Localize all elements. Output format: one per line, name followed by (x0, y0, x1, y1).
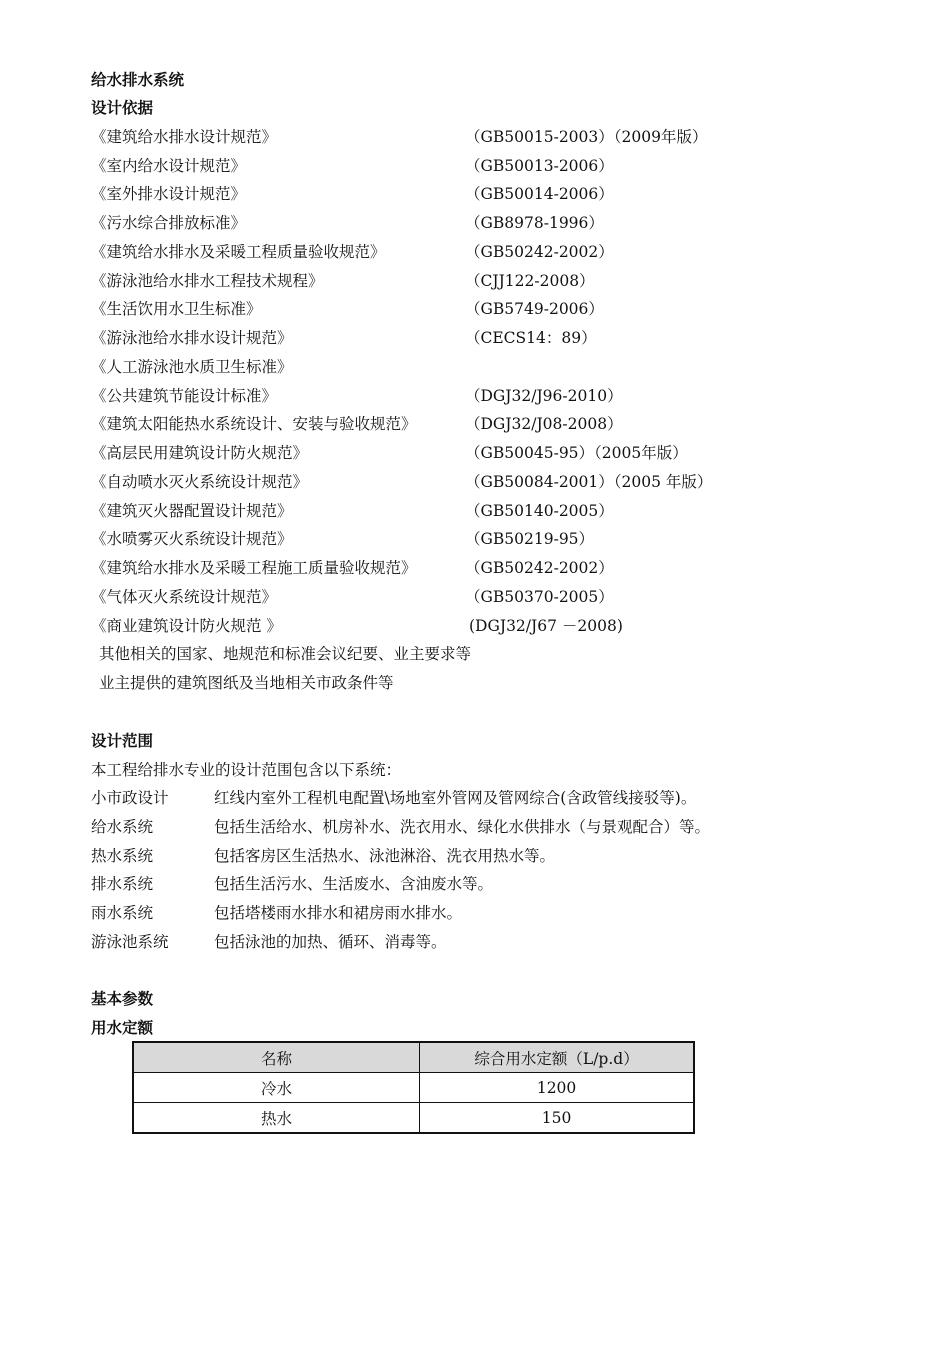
scope-description: 包括生活给水、机房补水、洗衣用水、绿化水供排水（与景观配合）等。 (214, 818, 711, 836)
reference-code: （GB5749-2006） (465, 300, 604, 318)
reference-code: （GB50219-95） (465, 530, 595, 548)
table-header-cell: 名称 (133, 1042, 420, 1073)
reference-name: 《公共建筑节能设计标准》 (91, 387, 278, 405)
scope-label: 游泳池系统 (91, 933, 169, 951)
reference-code: （GB50015-2003）（2009年版） (465, 128, 708, 146)
scope-description: 包括生活污水、生活废水、含油废水等。 (214, 875, 494, 893)
reference-code: （GB50045-95）（2005年版） (465, 444, 688, 462)
reference-code: （GB50370-2005） (465, 588, 614, 606)
reference-name: 《游泳池给水排水设计规范》 (91, 329, 293, 347)
reference-name: 《自动喷水灭火系统设计规范》 (91, 473, 309, 491)
scope-label: 给水系统 (91, 818, 154, 836)
table-cell: 1200 (420, 1073, 694, 1103)
scope-label: 排水系统 (91, 875, 154, 893)
table-cell: 150 (420, 1103, 694, 1134)
scope-description: 包括塔楼雨水排水和裙房雨水排水。 (214, 904, 463, 922)
reference-name: 《建筑给水排水及采暖工程施工质量验收规范》 (91, 559, 417, 577)
table-cell: 热水 (133, 1103, 420, 1134)
reference-name: 《水喷雾灭火系统设计规范》 (91, 530, 293, 548)
scope-description: 红线内室外工程机电配置\场地室外管网及管网综合(含政管线接驳等)。 (214, 789, 697, 807)
scope-description: 包括泳池的加热、循环、消毒等。 (214, 933, 447, 951)
reference-name: 《高层民用建筑设计防火规范》 (91, 444, 309, 462)
section-title-design-scope: 设计范围 (91, 732, 154, 750)
scope-label: 热水系统 (91, 847, 154, 865)
section-title-water-system: 给水排水系统 (91, 71, 185, 89)
reference-code: （CECS14：89） (465, 329, 597, 347)
reference-name: 《人工游泳池水质卫生标准》 (91, 358, 293, 376)
scope-label: 小市政设计 (91, 789, 169, 807)
section-title-basic-params: 基本参数 (91, 990, 154, 1008)
scope-description: 包括客房区生活热水、泳池淋浴、洗衣用热水等。 (214, 847, 556, 865)
reference-name: 《建筑太阳能热水系统设计、安装与验收规范》 (91, 415, 417, 433)
reference-code: （GB50242-2002） (465, 559, 614, 577)
water-quota-table (132, 1041, 695, 1134)
reference-name: 《室内给水设计规范》 (91, 157, 247, 175)
reference-name: 《建筑给水排水设计规范》 (91, 128, 278, 146)
table-header-row (133, 1042, 694, 1073)
reference-code: （DGJ32/J96-2010） (465, 387, 623, 405)
reference-name: 《室外排水设计规范》 (91, 185, 247, 203)
scope-intro: 本工程给排水专业的设计范围包含以下系统： (91, 761, 402, 779)
reference-name: 《建筑灭火器配置设计规范》 (91, 502, 293, 520)
reference-name: 《气体灭火系统设计规范》 (91, 588, 278, 606)
table-header-cell: 综合用水定额（L/p.d） (420, 1042, 694, 1073)
reference-code: （DGJ32/J08-2008） (465, 415, 623, 433)
reference-code: （CJJ122-2008） (465, 272, 595, 290)
reference-code: （GB50013-2006） (465, 157, 614, 175)
reference-name: 《商业建筑设计防火规范 》 (91, 617, 282, 635)
basis-note: 业主提供的建筑图纸及当地相关市政条件等 (99, 674, 394, 692)
reference-code: （GB50014-2006） (465, 185, 614, 203)
reference-name: 《污水综合排放标准》 (91, 214, 247, 232)
section-title-water-quota: 用水定额 (91, 1019, 154, 1037)
table-row (133, 1103, 694, 1134)
reference-code: （GB50084-2001）（2005 年版） (465, 473, 713, 491)
scope-label: 雨水系统 (91, 904, 154, 922)
table-cell: 冷水 (133, 1073, 420, 1103)
reference-name: 《建筑给水排水及采暖工程质量验收规范》 (91, 243, 386, 261)
reference-code: （GB8978-1996） (465, 214, 604, 232)
reference-code: （GB50140-2005） (465, 502, 614, 520)
reference-code: (DGJ32/J67 －2008) (469, 617, 623, 635)
reference-name: 《生活饮用水卫生标准》 (91, 300, 262, 318)
table-row (133, 1073, 694, 1103)
reference-code: （GB50242-2002） (465, 243, 614, 261)
basis-note: 其他相关的国家、地规范和标准会议纪要、业主要求等 (99, 645, 472, 663)
section-title-design-basis: 设计依据 (91, 99, 154, 117)
reference-name: 《游泳池给水排水工程技术规程》 (91, 272, 324, 290)
